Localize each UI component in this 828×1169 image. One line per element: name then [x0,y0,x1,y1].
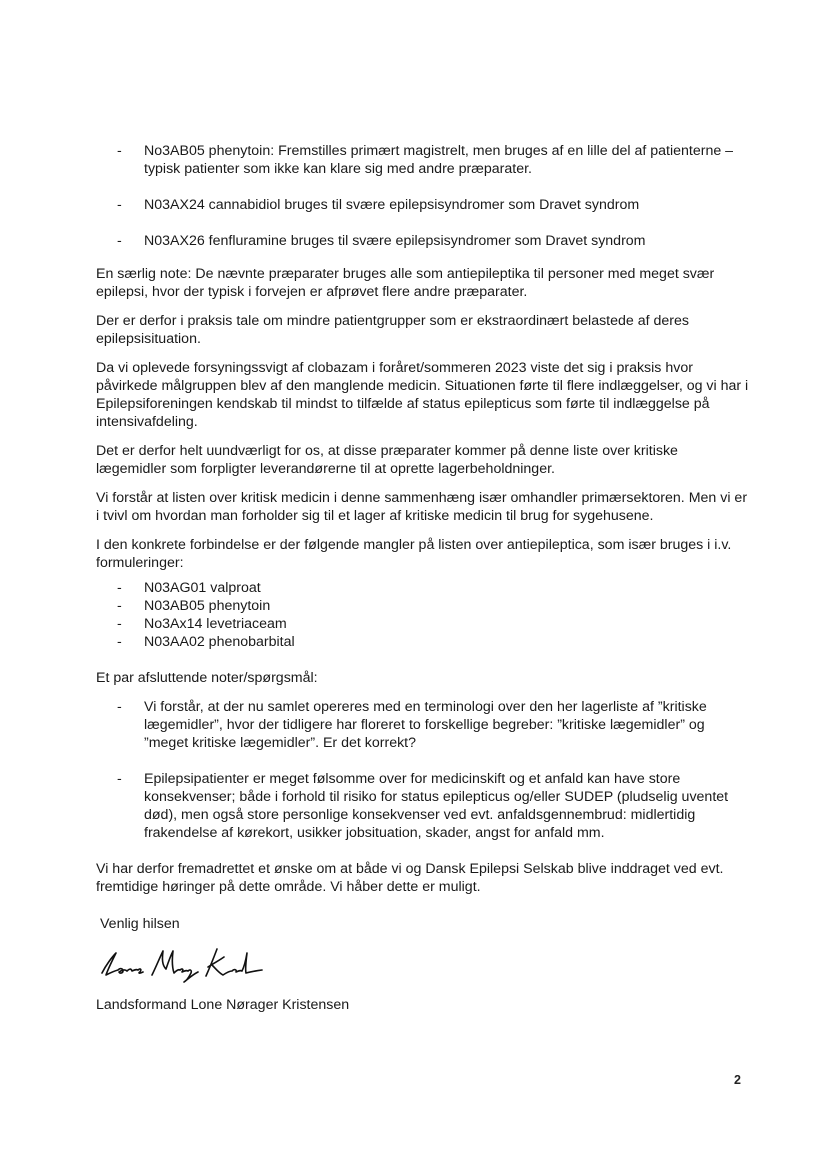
list-item-text: Vi forstår, at der nu samlet opereres med en terminologi over den her lagerliste af ”kritiske lægemidler”, hvor der tidligere har floreret to forskellige begreber: ”kritiske lægemidler” og ”meget kritiske lægemidler”. Er det korrekt? [144,699,707,751]
list-item-text: N03AB05 phenytoin [144,598,271,614]
list-item-text: Epilepsipatienter er meget følsomme over for medicinskift og et anfald kan have store konsekvenser; både i forhold til risiko for status epilepticus og/eller SUDEP (pludselig uventet død), men også store personlige konsekvenser ved evt. anfaldsgennembrud: midlertidig frakendelse af kørekort, usikker jobsituation, skader, angst for anfald mm. [144,771,729,841]
bullet-dash: - [117,771,122,787]
bullet-dash: - [117,197,122,213]
list-item [96,579,751,597]
final-paragraph: Vi har derfor fremadrettet et ønske om at både vi og Dansk Epilepsi Selskab blive inddraget ved evt. fremtidige høringer på dette område. Vi håber dette er muligt. [96,861,724,895]
paragraph-special-note: En særlig note: De nævnte præparater bruges alle som antiepileptika til personer med meget svær epilepsi, hvor der typisk i forvejen er afprøvet flere andre præparater. [96,266,715,300]
list-item [96,597,751,615]
list-item [96,633,751,651]
list-item-text: N03AX24 cannabidiol bruges til svære epilepsisyndromer som Dravet syndrom [144,197,640,213]
list-item [96,615,751,633]
signer-name: Landsformand Lone Nørager Kristensen [96,997,350,1013]
closing-greeting: Venlig hilsen [100,916,180,932]
bullet-dash: - [117,634,122,650]
bullet-dash: - [117,143,122,159]
bullet-dash: - [117,580,122,596]
letter-body [96,142,751,1014]
list-item-text: N03AG01 valproat [144,580,261,596]
paragraph-patient-groups: Der er derfor i praksis tale om mindre patientgrupper som er ekstraordinært belastede af deres epilepsisituation. [96,313,689,347]
paragraph-iv-intro: I den konkrete forbindelse er der følgende mangler på listen over antiepileptica, som især bruges i i.v. formuleringer: [96,537,732,571]
paragraph-indispensable: Det er derfor helt uundværligt for os, at disse præparater kommer på denne liste over kritiske lægemidler som forpligter leverandørerne til at oprette lagerbeholdninger. [96,443,678,477]
page-number: 2 [734,1073,741,1087]
list-item-text: No3AB05 phenytoin: Fremstilles primært magistrelt, men bruges af en lille del af patienterne – typisk patienter som ikke kan klare sig med andre præparater. [144,143,734,177]
list-item-text: No3Ax14 levetriaceam [144,616,287,632]
iv-medication-list [96,579,751,651]
notes-heading: Et par afsluttende noter/spørgsmål: [96,670,318,686]
bullet-dash: - [117,616,122,632]
list-item [96,196,751,214]
list-item [96,142,751,178]
paragraph-supply-failure: Da vi oplevede forsyningssvigt af clobazam i foråret/sommeren 2023 viste det sig i praksis hvor påvirkede målgruppen blev af den manglende medicin. Situationen førte til flere indlæggelser, og vi har i Epilepsiforeningen kendskab til mindst to tilfælde af status epilepticus som førte til indlæggelse på intensivafdeling. [96,360,749,430]
list-item [96,698,751,752]
handwritten-signature [96,943,266,983]
notes-list [96,698,751,842]
list-item [96,232,751,250]
list-item-text: N03AA02 phenobarbital [144,634,295,650]
bullet-dash: - [117,233,122,249]
list-item [96,770,751,842]
bullet-dash: - [117,699,122,715]
list-item-text: N03AX26 fenfluramine bruges til svære epilepsisyndromer som Dravet syndrom [144,233,646,249]
top-medication-list [96,142,751,250]
paragraph-hospital-stock: Vi forstår at listen over kritisk medicin i denne sammenhæng især omhandler primærsektoren. Men vi er i tvivl om hvordan man forholder sig til et lager af kritiske medicin til brug for sygehusene. [96,490,748,524]
bullet-dash: - [117,598,122,614]
